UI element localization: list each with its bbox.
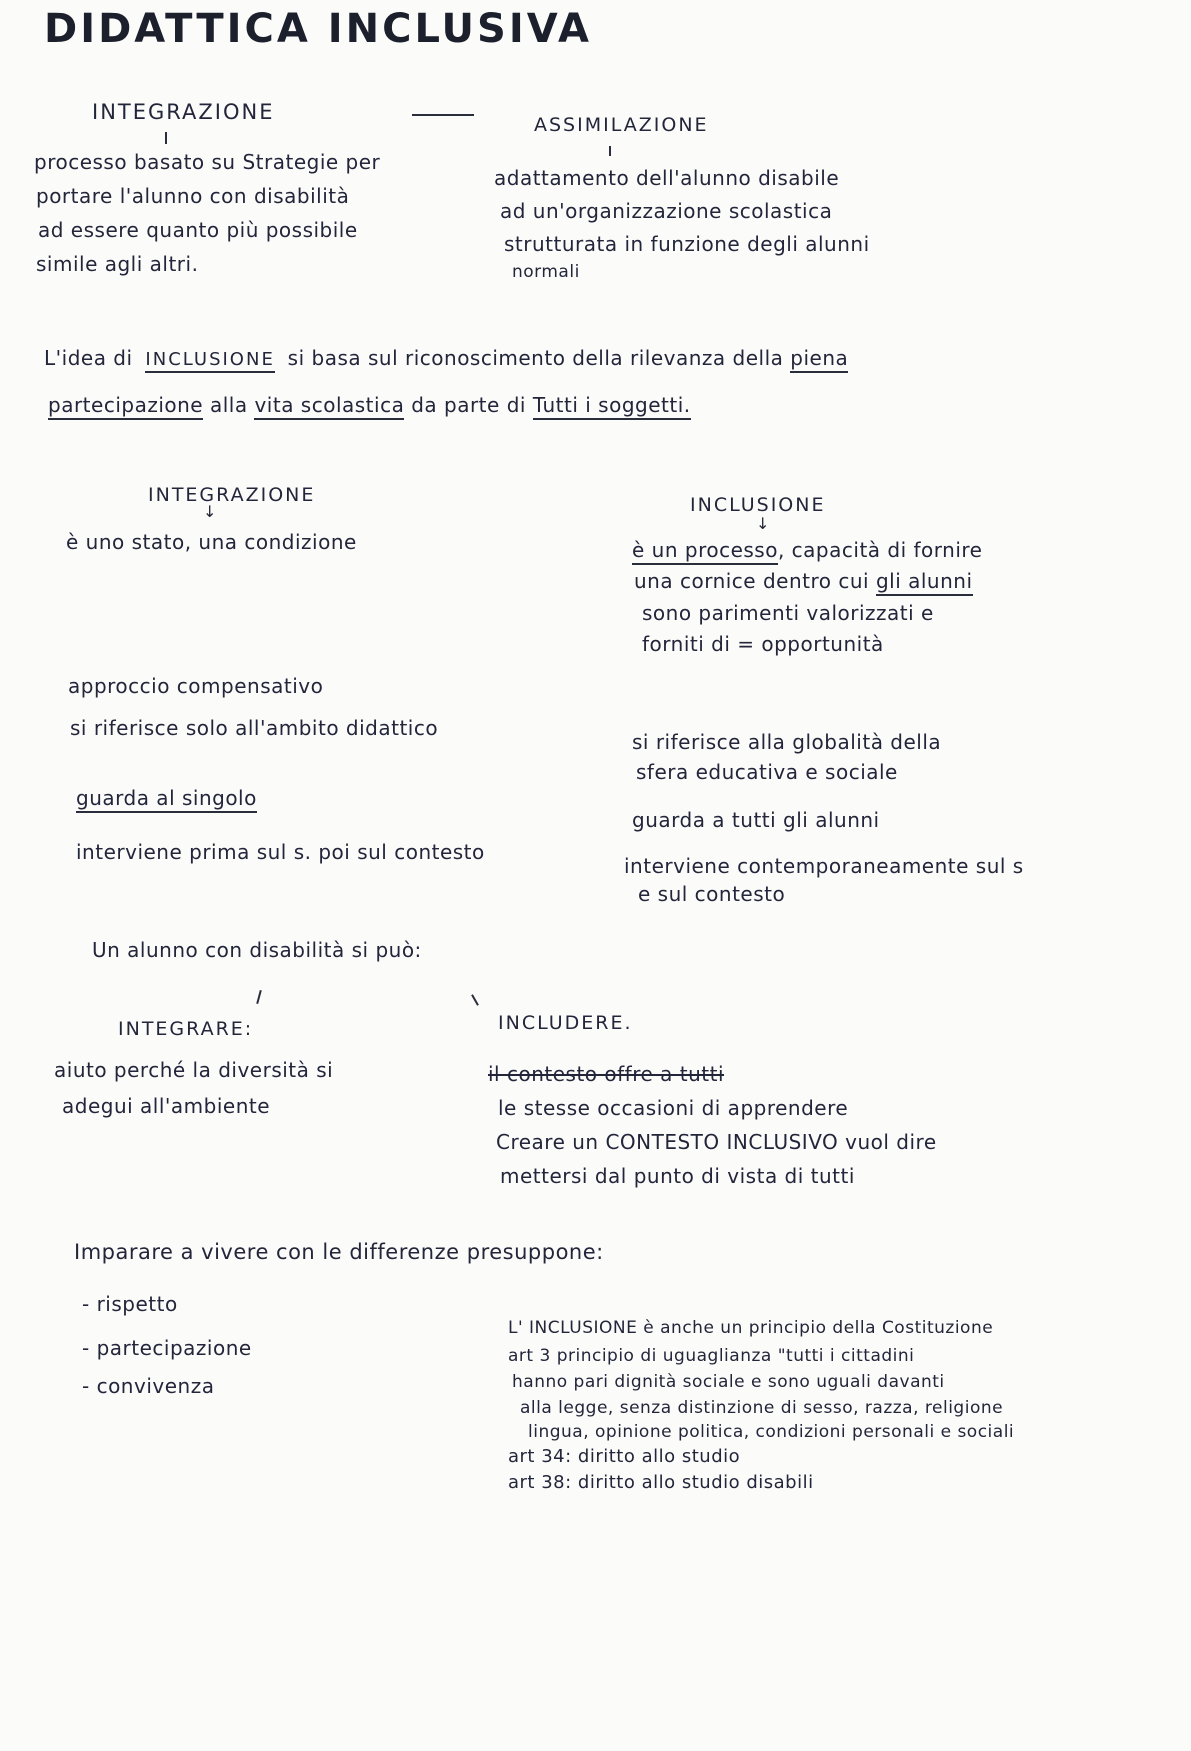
alunni-keyword: gli alunni	[876, 569, 973, 596]
comparison-integrazione-heading: INTEGRAZIONE	[148, 484, 316, 506]
differenze-item-partecipazione: - partecipazione	[82, 1336, 252, 1360]
left-item-approccio: approccio compensativo	[68, 674, 324, 698]
text-fragment: da parte di	[411, 393, 526, 417]
differenze-item-convivenza: - convivenza	[82, 1374, 215, 1398]
integrare-heading: INTEGRARE:	[118, 1018, 254, 1040]
assimilazione-line-2: ad un'organizzazione scolastica	[500, 199, 833, 223]
vita-scolastica-keyword: vita scolastica	[254, 393, 404, 420]
comparison-inclusione-heading: INCLUSIONE	[690, 494, 826, 516]
inclusione-definition-line-4: forniti di = opportunità	[642, 632, 884, 656]
left-item-ambito: si riferisce solo all'ambito didattico	[70, 716, 439, 740]
connector-line	[256, 990, 262, 1004]
inclusione-idea-line-2	[48, 393, 691, 417]
connector-line	[165, 132, 167, 144]
integrazione-definition: è uno stato, una condizione	[66, 530, 357, 554]
text-fragment: L'idea di	[44, 346, 133, 370]
text-fragment: una cornice dentro cui	[634, 569, 870, 593]
includere-line-4: mettersi dal punto di vista di tutti	[500, 1164, 855, 1188]
alunno-intro: Un alunno con disabilità si può:	[92, 938, 422, 962]
right-item-globalita-1: si riferisce alla globalità della	[632, 730, 942, 754]
assimilazione-line-3: strutturata in funzione degli alunni	[504, 232, 870, 256]
assimilazione-heading: ASSIMILAZIONE	[534, 114, 709, 136]
assimilazione-line-1: adattamento dell'alunno disabile	[494, 166, 840, 190]
inclusione-idea-line-1	[44, 346, 848, 370]
dash-separator	[412, 114, 474, 116]
right-item-interviene-1: interviene contemporaneamente sul s	[624, 854, 1024, 878]
arrow-down-icon: ↓	[756, 514, 770, 533]
integrazione-line-3: ad essere quanto più possibile	[38, 218, 358, 242]
integrare-line-1: aiuto perché la diversità si	[54, 1058, 334, 1082]
integrazione-line-4: simile agli altri.	[36, 252, 199, 276]
assimilazione-line-4: normali	[512, 262, 580, 282]
arrow-down-icon: ↓	[203, 502, 217, 521]
processo-keyword: è un processo	[632, 538, 778, 565]
costituzione-line-2: art 3 principio di uguaglianza "tutti i cittadini	[508, 1346, 915, 1366]
text-fragment: alla	[209, 393, 248, 417]
integrazione-heading: INTEGRAZIONE	[92, 100, 275, 124]
includere-line-1: il contesto offre a tutti	[488, 1062, 725, 1086]
inclusione-definition-line-1	[632, 538, 982, 562]
costituzione-art38: art 38: diritto allo studio disabili	[508, 1472, 814, 1493]
costituzione-art34: art 34: diritto allo studio	[508, 1446, 741, 1467]
piena-keyword: piena	[790, 346, 848, 373]
integrazione-line-1: processo basato su Strategie per	[34, 150, 381, 174]
differenze-item-rispetto: - rispetto	[82, 1292, 178, 1316]
partecipazione-keyword: partecipazione	[48, 393, 203, 420]
costituzione-line-3: hanno pari dignità sociale e sono uguali davanti	[512, 1372, 945, 1392]
costituzione-line-5: lingua, opinione politica, condizioni personali e sociali	[528, 1422, 1015, 1442]
integrazione-line-2: portare l'alunno con disabilità	[36, 184, 350, 208]
page-title: DIDATTICA INCLUSIVA	[44, 6, 592, 52]
left-item-singolo: guarda al singolo	[76, 786, 257, 813]
text-fragment: , capacità di fornire	[777, 538, 983, 562]
includere-line-2: le stesse occasioni di apprendere	[498, 1096, 849, 1120]
inclusione-definition-line-3: sono parimenti valorizzati e	[642, 601, 934, 625]
left-item-interviene: interviene prima sul s. poi sul contesto	[76, 840, 485, 864]
costituzione-line-1: L' INCLUSIONE è anche un principio della Costituzione	[508, 1318, 994, 1338]
differenze-intro: Imparare a vivere con le differenze presuppone:	[74, 1240, 604, 1264]
inclusione-definition-line-2	[634, 569, 973, 593]
connector-line	[609, 146, 611, 156]
tutti-soggetti-keyword: Tutti i soggetti.	[533, 393, 691, 420]
right-item-tutti: guarda a tutti gli alunni	[632, 808, 880, 832]
right-item-interviene-2: e sul contesto	[638, 882, 786, 906]
inclusione-keyword: INCLUSIONE	[145, 349, 274, 373]
includere-heading: INCLUDERE.	[498, 1012, 633, 1034]
right-item-globalita-2: sfera educativa e sociale	[636, 760, 898, 784]
costituzione-line-4: alla legge, senza distinzione di sesso, razza, religione	[520, 1398, 1004, 1418]
text-fragment: si basa sul riconoscimento della rilevanza della	[287, 346, 784, 370]
integrare-line-2: adegui all'ambiente	[62, 1094, 271, 1118]
connector-line	[471, 994, 479, 1005]
includere-line-3: Creare un CONTESTO INCLUSIVO vuol dire	[496, 1130, 937, 1154]
